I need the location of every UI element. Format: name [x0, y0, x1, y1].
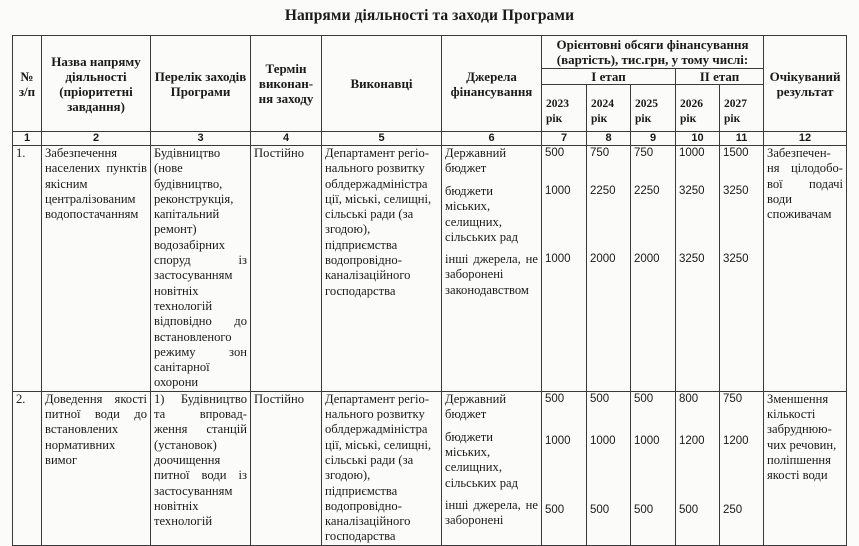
header-funding: Орієнтовні обсяги фінансування (вартість), тис.грн, у тому числі: [542, 36, 764, 69]
value: 800 [679, 392, 699, 405]
header-direction: Назва напряму діяльності (пріоритетні завдання) [42, 36, 151, 132]
value-2026-cell [676, 391, 720, 545]
value-2025-cell [631, 391, 676, 545]
col-number: 10 [676, 132, 720, 146]
header-year-2027: 2027 рік [720, 85, 764, 132]
value-2027-cell [720, 391, 764, 545]
value: 500 [590, 392, 610, 405]
header-stage-1: І етап [542, 69, 676, 85]
value: 500 [634, 503, 654, 516]
document-title: Напрями діяльності та заходи Програми [284, 7, 575, 24]
value-2026-cell [676, 146, 720, 392]
executors-cell: Департамент регіо-нального розвитку облдержадміністра ції, міські, селищні, сільські ради (за згодою), підприємства водопровідно-каналізаційного господарства [322, 146, 442, 392]
value: 500 [545, 147, 565, 159]
value: 1000 [545, 185, 571, 197]
value: 2000 [634, 253, 660, 265]
sources-cell [442, 391, 542, 545]
value: 1000 [545, 434, 571, 447]
row-number: 1. [13, 146, 42, 392]
executors-cell: Департамент регіо-нального розвитку облдержадміністра ції, міські, селищні, сільські ради (за згодою), підприємства водопровідно-каналізаційного господарства [322, 391, 442, 545]
value: 1000 [634, 434, 660, 447]
value: 1000 [545, 253, 571, 265]
value: 2000 [590, 253, 616, 265]
header-result: Очікуваний результат [764, 36, 847, 132]
table-row [13, 146, 847, 392]
value: 750 [634, 147, 654, 159]
direction-cell: Забезпечення населених пунктів якісним централізованим водопостачанням [42, 146, 151, 392]
header-stage-2: ІІ етап [676, 69, 764, 85]
value: 250 [723, 503, 743, 516]
value: 3250 [723, 253, 749, 265]
result-cell: Зменшення кількості забруднюю-чих речовин, поліпшення якості води [764, 391, 847, 545]
value: 750 [590, 147, 610, 159]
value: 500 [545, 392, 565, 405]
value-2023-cell [542, 146, 587, 392]
value: 500 [590, 503, 610, 516]
col-number: 4 [251, 132, 322, 146]
col-number: 3 [151, 132, 251, 146]
direction-cell: Доведення якості питної води до встановлених нормативних вимог [42, 391, 151, 545]
header-executors: Виконавці [322, 36, 442, 132]
row-number: 2. [13, 391, 42, 545]
value: 3250 [679, 185, 705, 197]
col-number: 11 [720, 132, 764, 146]
value: 1500 [723, 147, 749, 159]
column-number-row [13, 132, 847, 146]
col-number: 8 [587, 132, 631, 146]
value-2024-cell [587, 391, 631, 545]
value: 2250 [590, 185, 616, 197]
header-number: № з/п [13, 36, 42, 132]
col-number: 1 [13, 132, 42, 146]
value: 500 [679, 503, 699, 516]
header-sources: Джерела фінансування [442, 36, 542, 132]
value: 1000 [590, 434, 616, 447]
program-measures-table [12, 35, 847, 546]
measures-cell: Будівництво (нове будівництво, реконструкція, капітальний ремонт) водозабірних споруд із застосуванням новітніх технологій відповідно до встановленого режиму зон санітарної охорони [151, 146, 251, 392]
header-year-2026: 2026 рік [676, 85, 720, 132]
table-row [13, 391, 847, 545]
value: 1200 [723, 434, 749, 447]
value-2023-cell [542, 391, 587, 545]
value: 500 [634, 392, 654, 405]
result-cell: Забезпечен-ня цілодобо-вої подачі води споживачам [764, 146, 847, 392]
header-term: Термін виконан-ня заходу [251, 36, 322, 132]
col-number: 2 [42, 132, 151, 146]
col-number: 7 [542, 132, 587, 146]
term-cell: Постійно [251, 391, 322, 545]
col-number: 6 [442, 132, 542, 146]
measures-cell: 1) Будівництво та впровад-ження станцій (установок) доочищення питної води із застосуванням новітніх технологій [151, 391, 251, 545]
source-local-budgets: бюджети міських, селищних, сільських рад [445, 429, 519, 490]
source-state-budget: Державний бюджет [445, 391, 507, 422]
value-2027-cell [720, 146, 764, 392]
value: 1200 [679, 434, 705, 447]
value: 1000 [679, 147, 705, 159]
value: 3250 [679, 253, 705, 265]
value: 2250 [634, 185, 660, 197]
header-year-2025: 2025 рік [631, 85, 676, 132]
col-number: 12 [764, 132, 847, 146]
value-2025-cell [631, 146, 676, 392]
header-row-1 [13, 36, 847, 69]
sources-cell [442, 146, 542, 392]
value-2024-cell [587, 146, 631, 392]
header-year-2024: 2024 рік [587, 85, 631, 132]
source-state-budget: Державний бюджет [445, 146, 507, 176]
col-number: 9 [631, 132, 676, 146]
col-number: 5 [322, 132, 442, 146]
source-other: інші джерела, не заборонені законодавством [445, 252, 538, 297]
value: 500 [545, 503, 565, 516]
term-cell: Постійно [251, 146, 322, 392]
header-year-2023: 2023 рік [542, 85, 587, 132]
header-measures: Перелік заходів Програми [151, 36, 251, 132]
value: 750 [723, 392, 743, 405]
source-other: інші джерела, не заборонені [445, 497, 538, 528]
value: 3250 [723, 185, 749, 197]
source-local-budgets: бюджети міських, селищних, сільських рад [445, 184, 519, 244]
